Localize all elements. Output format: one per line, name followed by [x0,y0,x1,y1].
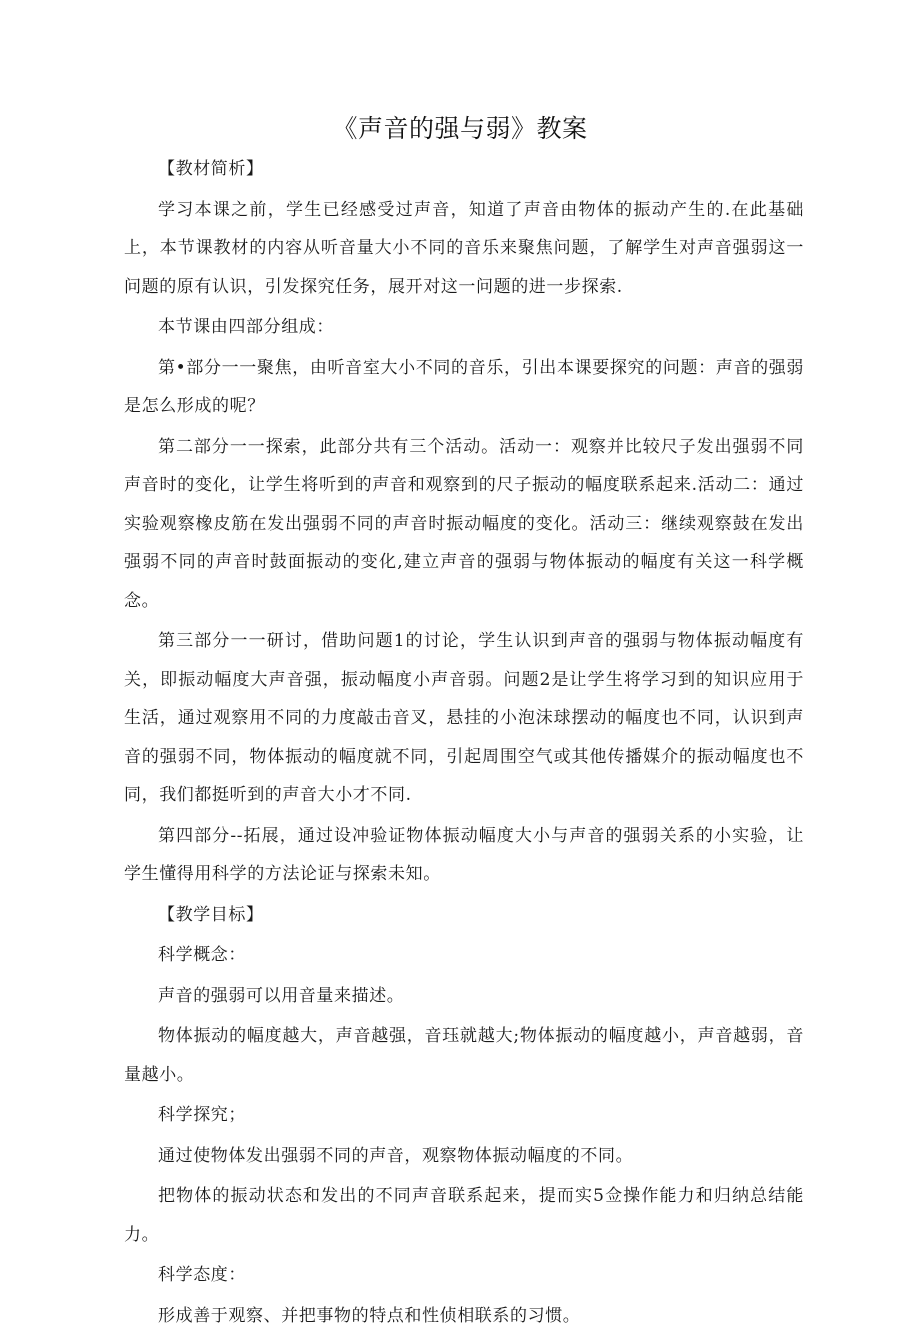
document-title: 《声音的强与弱》教案 [0,111,920,147]
paragraph-part-one: 第•部分一一聚焦，由听音室大小不同的音乐，引出本课要探究的问题：声音的强弱是怎么形成的呢？ [124,349,804,426]
paragraph-science-concept-label: 科学概念： [124,936,804,975]
paragraph-concept-1: 声音的强弱可以用音量来描述。 [124,977,804,1016]
paragraph-part-two: 第二部分一一探索，此部分共有三个活动。活动一：观察并比较尺子发出强弱不同声音时的变化，让学生将听到的声音和观察到的尺子振动的幅度联系起来.活动二：通过实验观察橡皮筋在发出强弱不同的声音时振动幅度的变化。活动三：继续观察鼓在发出强弱不同的声音时鼓面振动的变化,建立声音的强弱与物体振动的幅度有关这一科学概念。 [124,428,804,621]
paragraph-part-four: 第四部分--拓展，通过设冲验证物体振动幅度大小与声音的强弱关系的小实验，让学生懂得用科学的方法论证与探索未知。 [124,817,804,894]
paragraph-intro: 学习本课之前，学生已经感受过声音，知道了声音由物体的振动产生的.在此基础上，本节课教材的内容从听音量大小不同的音乐来聚焦问题，了解学生对声音强弱这一问题的原有认识，引发探究任务，展开对这一问题的进一步探索. [124,191,804,307]
paragraph-concept-2: 物体振动的幅度越大，声音越强，音珏就越大;物体振动的幅度越小，声音越弱，音量越小。 [124,1017,804,1094]
paragraph-part-three: 第三部分一一研讨，借助问题1的讨论，学生认识到声音的强弱与物体振动幅度有关，即振动幅度大声音强，振动幅度小声音弱。问题2是让学生将学习到的知识应用于生活，通过观察用不同的力度敲击音叉，悬挂的小泡沫球摆动的幅度也不同，认识到声音的强弱不同，物体振动的幅度就不同，引起周围空气或其他传播媒介的振动幅度也不同，我们都挺听到的声音大小才不同. [124,622,804,815]
section-heading-analysis: 【教材简析】 [124,150,804,189]
paragraph-inquiry-2: 把物体的振动状态和发出的不同声音联系起来，提而实5佥操作能力和归纳总结能力。 [124,1177,804,1254]
paragraph-attitude-1: 形成善于观察、并把事物的特点和性侦相联系的习惯。 [124,1297,804,1335]
paragraph-science-attitude-label: 科学态度： [124,1256,804,1295]
paragraph-structure: 本节课由四部分组成： [124,308,804,347]
document-body [124,150,804,1335]
section-heading-goals: 【教学目标】 [124,896,804,935]
paragraph-inquiry-1: 通过使物体发出强弱不同的声音，观察物体振动幅度的不同。 [124,1137,804,1176]
paragraph-science-inquiry-label: 科学探究； [124,1096,804,1135]
